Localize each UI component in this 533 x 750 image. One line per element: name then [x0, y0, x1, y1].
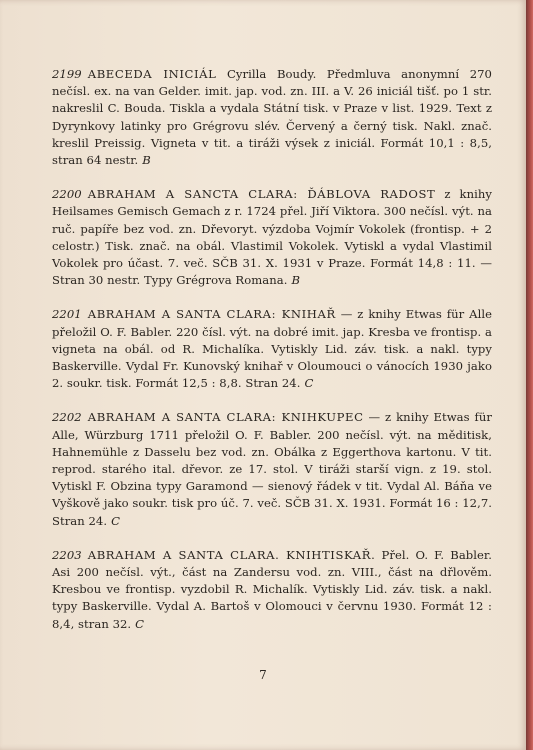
entry-heading: ABRAHAM A SANTA CLARA. KNIHTISKAŘ. — [87, 547, 376, 562]
entry-format: C — [135, 616, 145, 631]
entry-heading: ABRAHAM A SANTA CLARA: KNIHAŘ — [87, 307, 336, 322]
entry-2200 — [52, 186, 492, 289]
entry-2201 — [52, 306, 492, 392]
entry-format: C — [304, 376, 314, 391]
entry-format: B — [142, 153, 151, 168]
entry-number: 2201 — [52, 307, 82, 322]
entry-2203 — [52, 547, 492, 633]
entry-number: 2202 — [52, 410, 82, 425]
entry-heading: ABRAHAM A SANTA CLARA: KNIHKUPEC — [87, 410, 364, 425]
entry-number: 2203 — [52, 547, 82, 562]
entry-number: 2200 — [52, 187, 82, 202]
entry-format: C — [111, 513, 121, 528]
entry-text: z knihy Heilsames Gemisch Gemach z r. 1724 přel. Jiří Viktora. 300 nečísl. výt. na ruč. papíře bez vod. zn. Dřevoryt. výzdoba Vojmír Vokolek (frontisp. + 2 celostr.) Tisk. znač. na obál. Vlastimil Vokolek. Vytiskl a vydal Vlastimil Vokolek pro účast. 7. več. SČB 31. X. 1931 v Praze. Formát 14,8 : 11. — Stran 30 nestr. Typy Grégrova Romana. — [52, 187, 492, 288]
book-edge — [526, 0, 533, 750]
page-number: 7 — [259, 668, 267, 682]
entry-text: Cyrilla Boudy. Předmluva anonymní 270 nečísl. ex. na van Gelder. imit. jap. vod. zn. III. a V. 26 iniciál tišť. po 1 str. nakreslil C. Bouda. Tiskla a vydala Státní tisk. v Praze v list. 1929. Text z Dyrynkovy latinky pro Grégrovu slév. Červený a černý tisk. Nakl. znač. kreslil Preissig. Vigneta v tit. a tiráži výsek z iniciál. Formát 10,1 : 8,5, stran 64 nestr. — [52, 67, 492, 168]
entry-heading: ABECEDA INICIÁL — [87, 67, 217, 81]
bibliography-entries — [52, 66, 492, 650]
entry-text: — z knihy Etwas für Alle přeložil O. F. Babler. 220 čísl. výt. na dobré imit. jap. Kresba ve frontisp. a vigneta na obál. od R. Michalíka. Vytiskly Lid. záv. tisk. a nakl. typy Baskerville. Vydal Fr. Kunovský knihař v Oloumouci o vánocích 1930 jako 2. soukr. tisk. Formát 12,5 : 8,8. Stran 24. — [52, 307, 492, 391]
entry-2202 — [52, 409, 492, 529]
entry-2199 — [52, 66, 492, 169]
entry-text: — z knihy Etwas für Alle, Würzburg 1711 přeložil O. F. Babler. 200 nečísl. výt. na měditisk, Hahnemühle z Dasselu bez vod. zn. Obálka z Eggerthova kartonu. V tit. reprod. starého ital. dřevor. ze 17. stol. V tiráži starší vign. z 19. stol. Vytiskl F. Obzina typy Garamond — sienový řádek v tit. Vydal Al. Báňa ve Vyškově jako soukr. tisk pro úč. 7. več. SČB 31. X. 1931. Formát 16 : 12,7. Stran 24. — [52, 410, 492, 528]
entry-text: Přel. O. F. Babler. Asi 200 nečísl. výt., část na Zandersu vod. zn. VIII., část na dřlověm. Kresbou ve frontisp. vyzdobil R. Michalík. Vytiskly Lid. záv. tisk. a nakl. typy Baskerville. Vydal A. Bartoš v Olomouci v červnu 1930. Formát 12 : 8,4, stran 32. — [52, 547, 492, 631]
entry-format: B — [291, 273, 301, 288]
entry-heading: ABRAHAM A SANCTA CLARA: ĎÁBLOVA RADOST — [87, 187, 436, 202]
entry-number: 2199 — [52, 67, 82, 81]
